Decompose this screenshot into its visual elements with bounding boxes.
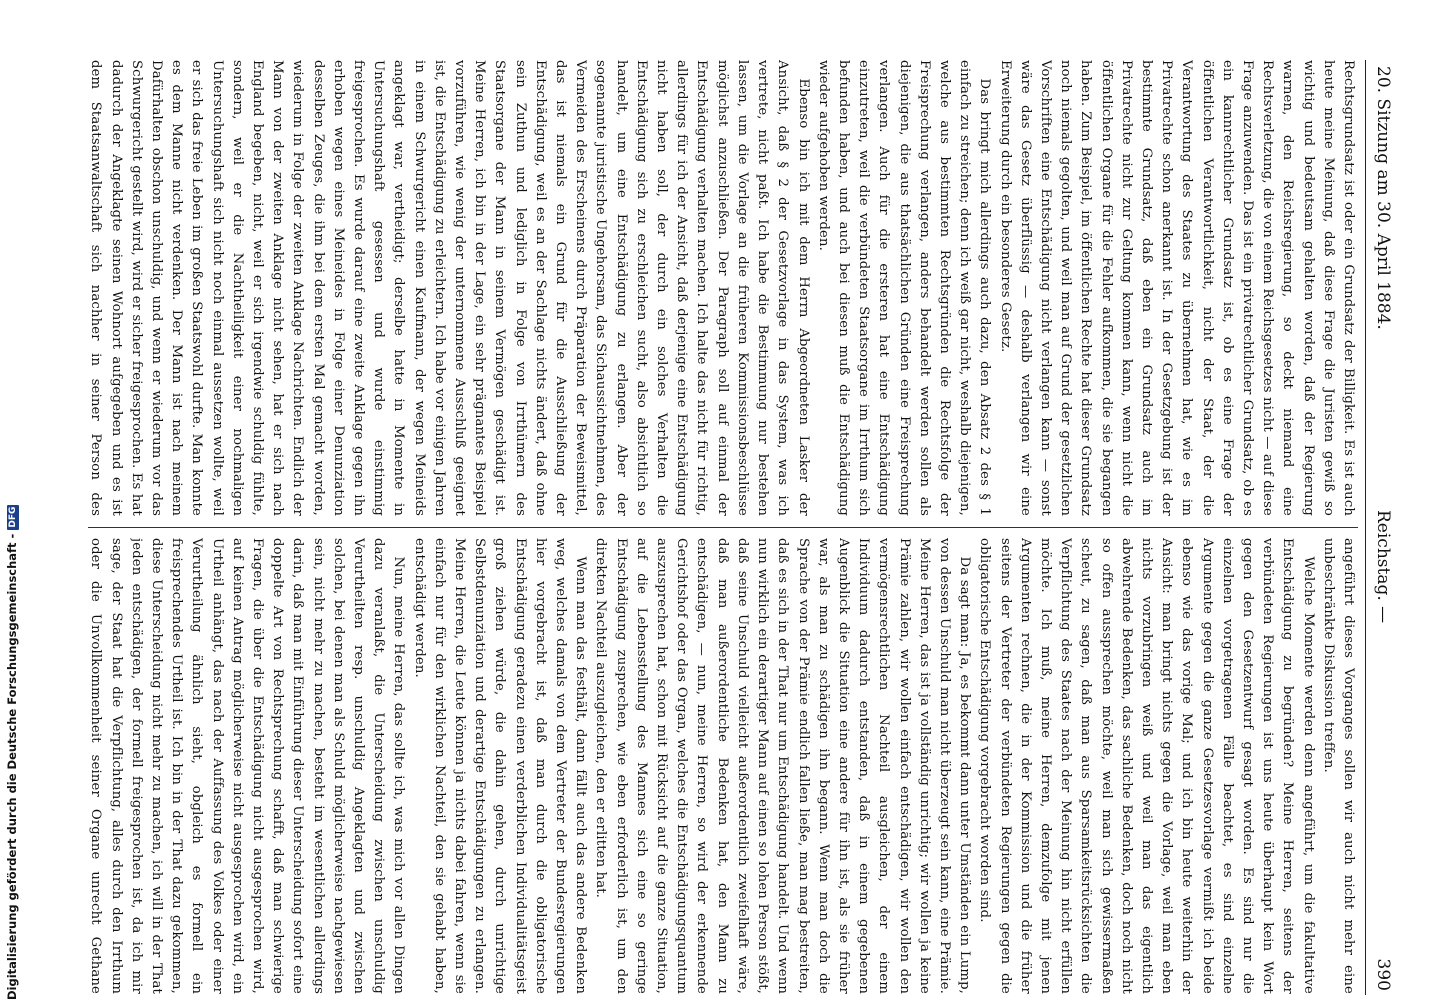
text-column-right [88,538,1358,994]
column-divider [88,527,1358,528]
paragraph: Rechtsgrundsatz ist oder ein Grundsatz der Billigkeit. Es ist auch heute meine Meinung, daß diese Frage die Juristen gewiß so wichtig und bedeutsam gehalten worden, daß der Regierung warnen, den Reichsregierung, so deckt niemand eine Rechtsverletzung, die von einem Reichsgesetzes nicht — auf diese Frage anzuwenden. Das ist ein privatrechtlicher Grundsatz, ob es ein kannrechtlicher Grundsatz ist, ob es eine Frage der öffentlichen Verantwortlichkeit, nicht der Staat, der die Verantwortung des Staates zu übernehmen hat, wie es im Privatrechte schon anerkannt ist. In der Gesetzgebung ist der bestimmte Grundsatz, daß eben ein Grundsatz auch im Privatrechte nicht zur Geltung kommen kann, wenn nicht die öffentlichen Organe für die Fehler aufkommen, die sie begangen haben. Zum Beispiel, im öffentlichen Rechte hat dieser Grundsatz noch niemals gegolten, und weil man auf Grund der gesetzlichen Vorschriften eine Entschädigung nicht verlangen kann — sonst wäre das Gesetz überflüssig — deshalb verlangen wir eine Erweiterung durch ein besonderes Gesetz. [997,60,1356,516]
paragraph: Das bringt mich allerdings auch dazu, den Absatz 2 des § 1 einfach zu streichen; denn ich weiß gar nicht, weshalb diejenigen, welche aus bestimmten Rechtsgründen die Rechtsfolge der Freisprechung verlangen, anders behandelt werden sollen als diejenigen, die aus thatsächlichen Gründen eine Freisprechung verlangen. Auch für die ersteren hat eine Entschädigung einzutreten, weil die verbündeten Staatsorgane im Irrthum sich befunden haben, und auch bei diesen muß die Entschädigung wieder aufgehoben werden. [815,60,993,516]
paragraph: Da sagt man: Ja, es bekommt dann unter Umständen ein Lump, von dessen Unschuld man nicht überzeugt sein kann, eine Prämie. Meine Herren, das ist ja vollständig unrichtig; wir wollen ja keine Prämie zahlen, wir wollen einfach entschädigen, wir wollen den vermögensrechtlichen Nachteil ausgleichen, der einem Individuum dadurch entstanden, daß in einem gegebenen Augenblick die Situation eine andere für ihn ist, als sie früher war, als man zu schädigen ihn begann. Wenn man doch die Sprache von der Prämie endlich fallen ließe, man mag bestreiten, daß es sich in der That nur um Entschädigung handelt. Und wenn nun wirklich ein derartiger Mann auf einen so lohen Person stößt, daß seine Unschuld vielleicht außerordentlich zweifelhaft wäre, daß man außerordentliche Bedenken hat, den Mann zu entschädigen, — nun, meine Herren, so wird der erkennende Gerichtshof oder das Organ, welches die Entschädigungsquantum auszusprechen hat, schon mit Rücksicht auf die ganze Situation, auf die Lebensstellung des Mannes sich eine so geringe Entschädigung zusprechen, wie eben erforderlich ist, um den direkten Nachteil auszugleichen, den er erlitten hat. [593,538,973,994]
session-date: 20. Sitzung am 30. April 1884. [1373,66,1393,330]
page-number: 390 [1373,958,1393,991]
paragraph: Ebenso bin ich mit dem Herrn Abgeordneten Lasker der Ansicht, daß § 2 der Gesetzvorlage in das System, was ich vertrete, nicht paßt. Ich habe die Bestimmung nur bestehen lassen, um die Vorlage an die früheren Kommissionsbeschlüsse möglichst anzuschließen. Der Paragraph soll auf einmal der Entschädigung verhalten machen. Ich halte das nicht für richtig, allerdings für ich der Ansicht, daß derjenige eine Entschädigung nicht haben soll, der durch ein solches Verhalten die Entschädigung sich zu erschleichen sucht, also absichtlich so handelt, um eine Entschädigung zu erlangen. Aber der sogenannte juristische Ungehorsam, das Sichaussichtnehmen, des Vermeiden des Erscheinens durch Präparation der Beweismittel, das ist niemals ein Grund für die Ausschließung der Entschädigung, weil es an der Sachlage nichts ändert, daß ohne sein Zuthun und lediglich in Folge von Irrthümern des Staatsorgane der Mann in seinem Vermögen geschädigt ist. Meine Herren, ich bin in der Lage, ein sehr prägnantes Beispiel vorzuführen, wie wenig der unternommene Ausschluß geeignet ist, die Entschädigung zu erleichtern. Ich habe vor einigen Jahren in einem Schwurgericht einen Kaufmann, der wegen Meineids angeklagt war, vertheidigt; derselbe hatte in Momente in Untersuchungshaft gesessen und wurde einstimmig freigesprochen. Es wurde darauf eine zweite Anklage gegen ihn erhoben wegen eines Meineides in Folge einer Denunziation desselben Zeuges, die ihm bei dem ersten Mal gemacht worden, wiederum in Folge der zweiten Anklage Nachrichten. Endlich der Mann von der zweiten Anklage nicht sehen, hat er sich nach England begeben, nicht, weil er sich irgendwie schuldig fühlte, sondern, weil er die Nachtheiligkeit einer nochmaligen Untersuchungshaft sich nicht noch einmal aussetzen wollte, weil er sich das freie Leben im großen Staatswohl durfte. Man konnte es dem Manne nicht verdenken. Der Mann ist nach meinem Dafürhalten obschon unschuldig, und wenn er wiederum vor das Schwurgericht gestellt wird, wird er sicher freigesprochen. Es hat dadurch der Angeklagte seinen Wohnort aufgegeben und es ist dem Staatsanwaltschaft sich nachher in seiner Person des [88,60,811,516]
header-rule [1365,60,1366,995]
paragraph: Welche Momente werden denn angeführt, um die fakultative Entschädigung zu begründen? Meine Herren, seitens der verbündeten Regierungen ist uns heute überhaupt kein Wort gegen den Gesetzentwurf gesagt worden. Es sind nur die einzelnen vorgetragenen Fälle beachtet, es sind einzelne Argumente gegen die ganze Gesetzesvorlage vermißt ich beide ebenso wie das vorige Mal; und ich bin heute weiterhin der Ansicht: man bringt nichts gegen die Vorlage, weil man eben nichts vorzubringen weiß und weil man das eigentlich abwehrende Bedenken, das sachliche Bedenken, doch noch nicht so offen aussprechen möchte, weil man sich gewissermaßen scheut, zu sagen, daß man aus Sparsamkeitsrücksichten die Verpflichtung des Staates nach der Meinung hin nicht erfüllen möchte. Ich muß, meine Herren, demzufolge mit jenen Argumenten rechnen, die in der Kommission und die früher seitens der Vertreter der verbündeten Regierungen gegen die obligatorische Entschädigung vorgebracht worden sind. [977,538,1316,994]
text-column-left [88,60,1358,516]
digitization-credit [4,505,20,1000]
running-head [1370,60,1396,995]
paragraph: Nun, meine Herren, das sollte ich, was mich vor allen Dingen dazu veranlaßt, die Unterscheidung zwischen unschuldig Verurtheilten resp. unschuldig Angeklagten und zwischen solchen, bei denen man als Schuld möglicherweise nachgewiesen sein, nicht mehr zu machen, besteht im wesentlichen allerdings darin, daß man mit Einführung dieser Unterscheidung sofort eine doppelte Art von Rechtsprechung schafft, daß man schwierige Fragen, die über die Entschädigung nicht ausgesprochen wird, auf keinen Antrag möglicherweise nicht ausgesprochen wird, ein Urtheil anhängt, das nach der Auffassung des Volkes oder einer Verurtheilung ähnlich sieht, obgleich es formell ein freisprechendes Urtheil ist. Ich bin in der That dazu gekommen, diese Unterscheidung nicht mehr zu machen, ich will in der That jeden entschädigen, der formell freigesprochen ist, da ich mir sage, der Staat hat die Verpflichtung, alles durch den Irrthum oder die Unvollkommenheit seiner Organe unrecht Gethane [88,538,407,994]
document-page [80,60,1396,995]
section-title: Reichstag. — [1373,510,1393,624]
credit-text: Digitalisierung gefördert durch die Deutsche Forschungsgemeinschaft - [5,533,19,1000]
dfg-logo-icon: DFG [7,506,18,528]
paragraph: angeführt dieses Vorganges sollen wir auch nicht mehr eine unbeschränkte Diskussion treffen. [1320,538,1356,994]
paragraph: Wenn man das festhält, dann fällt auch das andere Bedenken weg, welches damals von dem Vertreter der Bundesregierungen hier vorgebracht ist, daß man durch die obligatorische Entschädigung geradezu einen verderblichen Individualitätsgeist groß ziehen würde, die dahin gehen, durch unrichtige Selbstdenunziation und derartige Entschädigungen zu erlangen. Meine Herren, die Leute können ja nichts dabei fahren, wenn sie einfach nur für den wirklichen Nachteil, den sie gehabt haben, entschädigt werden. [411,538,589,994]
